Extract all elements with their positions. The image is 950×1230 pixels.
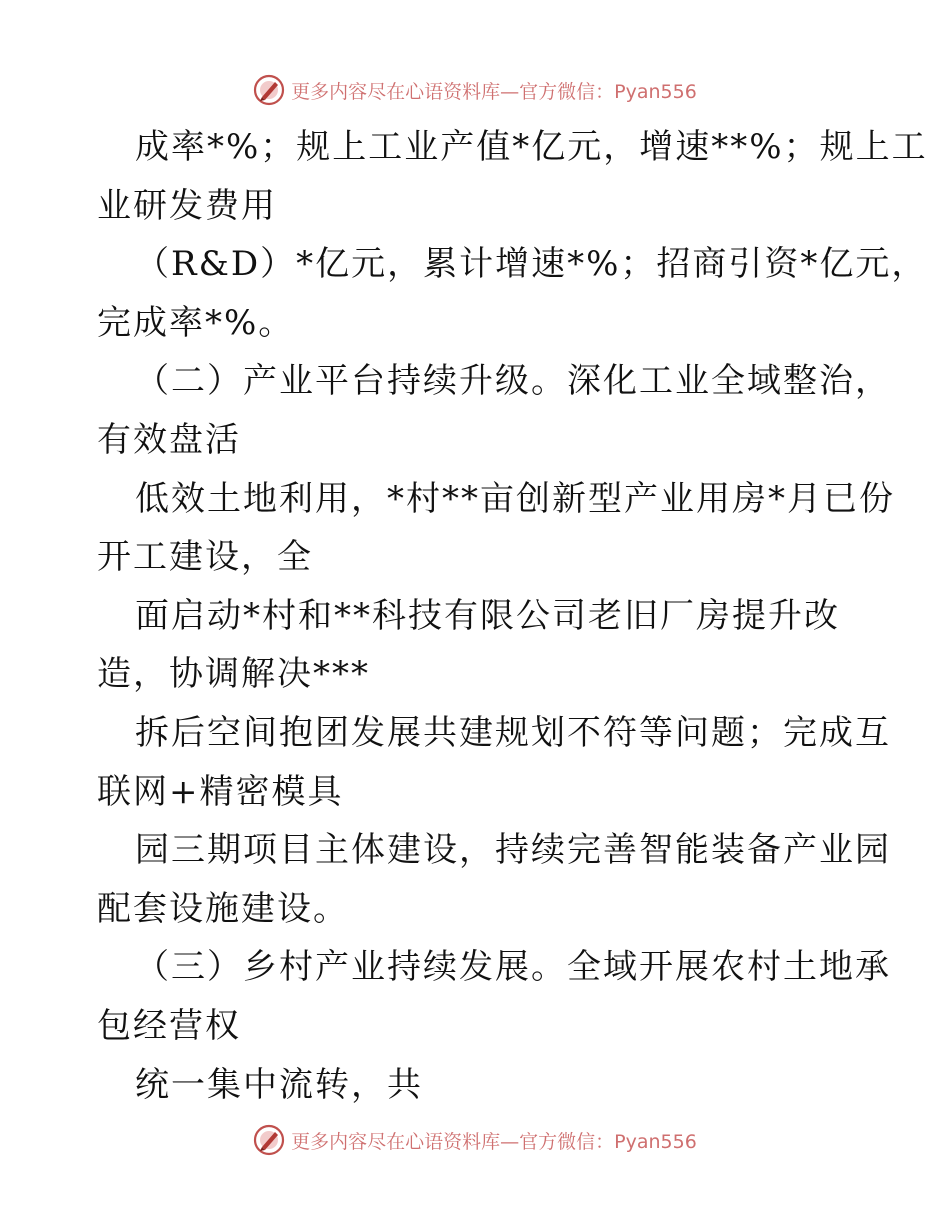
text-line: 成率*%；规上工业产值*亿元，增速**%；规上工 xyxy=(135,127,928,167)
watermark-wechat-id: Pyan556 xyxy=(614,1130,697,1153)
text-line: （二）产业平台持续升级。深化工业全域整治， xyxy=(135,361,891,402)
watermark-text xyxy=(291,77,697,104)
pen-logo-icon xyxy=(253,74,285,106)
text-line: 配套设施建设。 xyxy=(97,888,349,929)
header-watermark xyxy=(0,72,950,108)
watermark-wechat-id: Pyan556 xyxy=(614,80,697,103)
text-line: 面启动*村和**科技有限公司老旧厂房提升改 xyxy=(135,595,840,636)
watermark-text-cn: 更多内容尽在心语资料库—官方微信： xyxy=(291,1130,615,1153)
text-line: （R&D）*亿元，累计增速*%；招商引资*亿元， xyxy=(135,244,928,285)
watermark-text-cn: 更多内容尽在心语资料库—官方微信： xyxy=(291,80,615,103)
text-line: 完成率*%。 xyxy=(97,302,295,343)
text-line: 开工建设，全 xyxy=(97,537,313,578)
text-line: 联网+精密模具 xyxy=(97,771,344,812)
watermark-text xyxy=(291,1127,697,1154)
text-line: 园三期项目主体建设，持续完善智能装备产业园 xyxy=(135,830,891,871)
text-line: 业研发费用 xyxy=(97,185,277,226)
text-line: 低效土地利用，*村**亩创新型产业用房*月已份 xyxy=(135,478,895,519)
document-body xyxy=(97,118,928,1114)
text-line: 统一集中流转，共 xyxy=(135,1064,423,1105)
footer-watermark xyxy=(0,1122,950,1158)
text-line: 造，协调解决*** xyxy=(97,654,370,695)
pen-logo-icon xyxy=(253,1124,285,1156)
text-line: 包经营权 xyxy=(97,1005,241,1046)
text-line: 有效盘活 xyxy=(97,419,241,460)
text-line: （三）乡村产业持续发展。全域开展农村土地承 xyxy=(135,947,891,988)
text-line: 拆后空间抱团发展共建规划不符等问题；完成互 xyxy=(135,712,891,753)
